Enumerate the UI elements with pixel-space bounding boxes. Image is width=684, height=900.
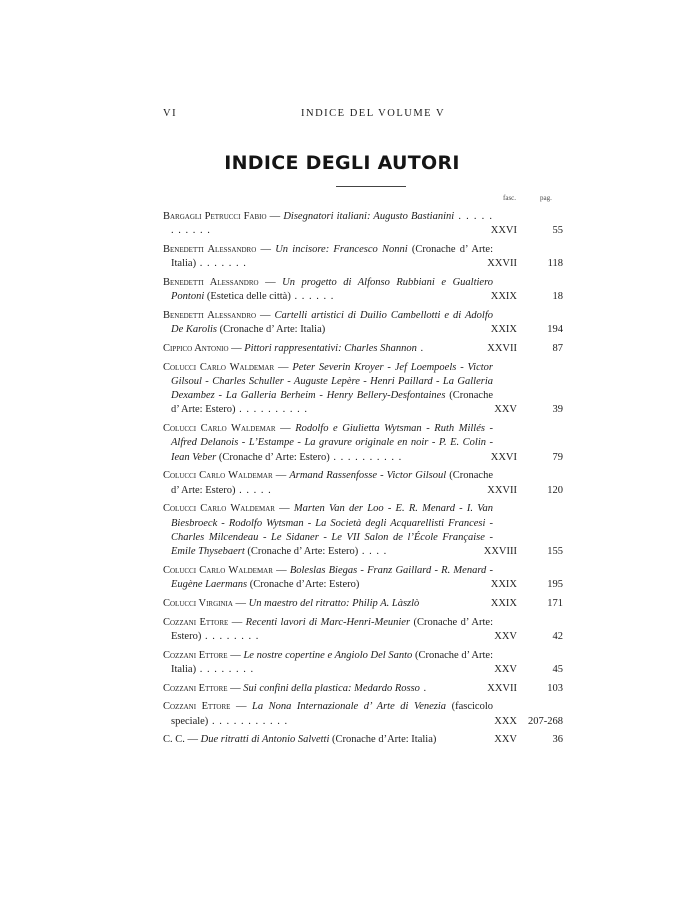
- entry-leader-dots: . . . . .: [235, 484, 272, 496]
- entry-title: La Nona Internazionale d’ Arte di Venezia: [252, 701, 447, 713]
- entry-fascicle: XXX: [494, 715, 517, 727]
- entry-separator: —: [227, 682, 244, 694]
- entry-leader-dots: . . . . . . .: [196, 258, 247, 270]
- index-entry: [163, 564, 563, 592]
- entry-text: [163, 243, 493, 271]
- entry-author: Cozzani Ettore: [163, 616, 229, 628]
- entry-separator: —: [272, 564, 290, 576]
- entry-text: [163, 700, 493, 728]
- entry-author: Cippico Antonio: [163, 343, 229, 354]
- entry-page: 87: [552, 343, 563, 354]
- index-entry: [163, 309, 563, 337]
- entry-title: Le nostre copertine e Angiolo Del Santo: [243, 649, 413, 661]
- entry-title: Un incisore: Francesco Nonni: [275, 244, 408, 255]
- entry-leader-dots: .: [416, 343, 425, 354]
- entry-page: 36: [552, 734, 563, 746]
- entry-text: [163, 502, 493, 559]
- entry-page: 120: [547, 484, 563, 496]
- entry-page: 39: [552, 404, 563, 416]
- entry-page: 18: [552, 291, 563, 303]
- section-title: INDICE DEGLI AUTORI: [224, 152, 460, 174]
- entry-separator: —: [275, 423, 296, 435]
- entry-author: Colucci Carlo Waldemar: [163, 470, 273, 482]
- entry-page: 194: [547, 324, 563, 336]
- entry-leader-dots: . . . . . . . . . .: [235, 404, 309, 416]
- entry-page: 79: [552, 451, 563, 463]
- entry-author: Colucci Carlo Waldemar: [163, 503, 275, 515]
- entry-text: [163, 469, 493, 497]
- running-title: INDICE DEL VOLUME V: [301, 108, 446, 119]
- entry-title: Un progetto di Alfonso Rubbiani e Gualtiero Pontoni: [171, 277, 494, 303]
- entry-fascicle: XXVII: [487, 484, 517, 496]
- entry-author: Cozzani Ettore: [163, 701, 231, 713]
- index-entry: [163, 597, 563, 611]
- entry-text: [163, 361, 493, 418]
- entry-page: 45: [552, 663, 563, 675]
- author-index-list: [163, 210, 563, 752]
- index-entry: [163, 469, 563, 497]
- running-head: [163, 108, 563, 122]
- entry-fascicle: XXIX: [490, 579, 517, 591]
- entry-leader-dots: . . . . . . . . . .: [329, 451, 403, 463]
- entry-page: 55: [552, 225, 563, 237]
- entry-author: Cozzani Ettore: [163, 682, 228, 694]
- entry-author: Colucci Carlo Waldemar: [163, 564, 273, 576]
- entry-author: C. C.: [163, 734, 185, 746]
- entry-leader-dots: .: [419, 682, 428, 694]
- entry-separator: —: [232, 597, 249, 609]
- entry-page: 118: [547, 258, 563, 270]
- entry-author: Benedetti Alessandro: [163, 244, 257, 255]
- entry-page: 195: [547, 579, 563, 591]
- entry-title: Cartelli artistici di Duilio Cambellotti e di Adolfo De Karolis: [171, 310, 494, 336]
- entry-page: 171: [547, 597, 563, 609]
- entry-author: Colucci Carlo Waldemar: [163, 423, 276, 435]
- entry-fascicle: XXVIII: [483, 546, 517, 558]
- entry-note: (Cronache d’ Arte: Estero): [171, 616, 493, 642]
- entry-separator: —: [227, 649, 244, 661]
- page-number: VI: [163, 108, 178, 119]
- entry-fascicle: XXV: [494, 663, 517, 675]
- entry-text: [163, 210, 493, 238]
- entry-title: Sui confini della plastica: Medardo Rosso: [243, 682, 420, 694]
- index-entry: [163, 243, 563, 271]
- index-entry: [163, 616, 563, 644]
- entry-text: [163, 342, 493, 356]
- entry-separator: —: [274, 503, 294, 515]
- entry-author: Colucci Carlo Waldemar: [163, 361, 275, 373]
- entry-note: (fascicolo speciale): [171, 701, 493, 727]
- index-entry: [163, 342, 563, 356]
- entry-note: (Cronache d’ Arte: Italia): [217, 324, 326, 336]
- entry-leader-dots: . . . . . . . .: [201, 630, 260, 642]
- entry-leader-dots: . . . . . . . . . . .: [208, 715, 289, 727]
- entry-text: [163, 564, 493, 592]
- entry-author: Cozzani Ettore: [163, 649, 228, 661]
- entry-note: (Estetica delle città): [204, 291, 291, 303]
- entry-note: (Cronache d’ Arte: Estero): [171, 390, 493, 416]
- entry-fascicle: XXV: [494, 630, 517, 642]
- index-entry: [163, 733, 563, 747]
- index-entry: [163, 276, 563, 304]
- entry-page: 155: [547, 546, 563, 558]
- entry-note: (Cronache d’ Arte: Italia): [171, 649, 494, 675]
- entry-title: Marten Van der Loo - E. R. Menard - I. Van Biesbroeck - Rodolfo Wytsman - La Società degli Acquarellisti Francesi - Charles Milcendeau - Le Sidaner - Le VII Salon de l’École Française - Emile Thysebaert: [171, 503, 494, 558]
- entry-separator: —: [184, 734, 201, 746]
- entry-text: [163, 276, 493, 304]
- index-entry: [163, 210, 563, 238]
- entry-title: Boleslas Biegas - Franz Gaillard - R. Menard - Eugène Laermans: [171, 564, 493, 591]
- entry-separator: —: [274, 361, 293, 373]
- entry-fascicle: XXVII: [487, 258, 517, 270]
- entry-separator: —: [272, 470, 290, 482]
- entry-fascicle: XXV: [494, 404, 517, 416]
- entry-leader-dots: . . . . . . . .: [196, 663, 255, 675]
- entry-separator: —: [228, 343, 245, 354]
- entry-text: [163, 597, 493, 611]
- entry-title: Disegnatori italiani: Augusto Bastianini: [283, 211, 455, 222]
- entry-author: Benedetti Alessandro: [163, 277, 259, 288]
- entry-fascicle: XXIX: [490, 324, 517, 336]
- index-entry: [163, 649, 563, 677]
- entry-note: (Cronache d’ Arte: Estero): [171, 470, 493, 496]
- entry-title: Rodolfo e Giulietta Wytsman - Ruth Millés - Alfred Delanois - L’Estampe - La gravure originale en noir - P. E. Colin - Iean Veber: [171, 423, 494, 463]
- entry-page: 103: [547, 682, 563, 694]
- entry-fascicle: XXVII: [487, 343, 517, 354]
- entry-author: Colucci Virginia: [163, 597, 233, 609]
- entry-page: 207-268: [528, 715, 563, 727]
- index-entry: [163, 502, 563, 559]
- entry-title: Pittori rappresentativi: Charles Shannon: [244, 343, 417, 354]
- entry-text: [163, 309, 493, 337]
- entry-separator: —: [230, 701, 253, 713]
- entry-page: 42: [552, 630, 563, 642]
- entry-author: Bargagli Petrucci Fabio: [163, 211, 267, 222]
- entry-separator: —: [228, 616, 246, 628]
- entry-note: (Cronache d’Arte: Italia): [329, 734, 437, 746]
- entry-fascicle: XXVI: [490, 451, 517, 463]
- entry-title: Un maestro del ritratto: Philip A. Làszlò: [248, 597, 420, 609]
- entry-leader-dots: . . . . . . . . . . .: [171, 211, 494, 237]
- entry-note: (Cronache d’ Arte: Estero): [244, 546, 359, 558]
- entry-note: (Cronache d’ Arte: Italia): [171, 244, 493, 270]
- entry-note: (Cronache d’Arte: Estero): [247, 579, 360, 591]
- entry-separator: —: [266, 211, 284, 222]
- entry-title: Peter Severin Kroyer - Jef Loempoels - Victor Gilsoul - Charles Schuller - Auguste Lepère - Henri Paillard - La Galleria Dexambez - La Galleria Berheim - Henry Bellery-Desfontaines: [171, 361, 493, 402]
- entry-title: Recenti lavori di Marc-Henri-Meunier: [245, 616, 411, 628]
- entry-title: Due ritratti di Antonio Salvetti: [200, 734, 330, 746]
- entry-fascicle: XXIX: [490, 597, 517, 609]
- entry-text: [163, 682, 493, 696]
- entry-separator: —: [256, 244, 276, 255]
- entry-text: [163, 733, 493, 747]
- index-entry: [163, 700, 563, 728]
- entry-text: [163, 616, 493, 644]
- entry-author: Benedetti Alessandro: [163, 310, 257, 321]
- entry-title: Armand Rassenfosse - Victor Gilsoul: [289, 470, 447, 482]
- entry-leader-dots: . . . .: [358, 546, 388, 558]
- entry-leader-dots: . . . . . .: [290, 291, 335, 303]
- fasc-column-header: fasc.: [503, 194, 517, 202]
- pag-column-header: pag.: [540, 194, 552, 202]
- entry-fascicle: XXVI: [490, 225, 517, 237]
- entry-text: [163, 422, 493, 465]
- index-entry: [163, 361, 563, 418]
- title-rule: [336, 186, 406, 187]
- entry-fascicle: XXVII: [487, 682, 517, 694]
- index-entry: [163, 682, 563, 696]
- entry-fascicle: XXV: [494, 734, 517, 746]
- entry-separator: —: [258, 277, 283, 288]
- index-entry: [163, 422, 563, 465]
- entry-fascicle: XXIX: [490, 291, 517, 303]
- entry-separator: —: [256, 310, 275, 321]
- entry-text: [163, 649, 493, 677]
- entry-note: (Cronache d’ Arte: Estero): [216, 451, 330, 463]
